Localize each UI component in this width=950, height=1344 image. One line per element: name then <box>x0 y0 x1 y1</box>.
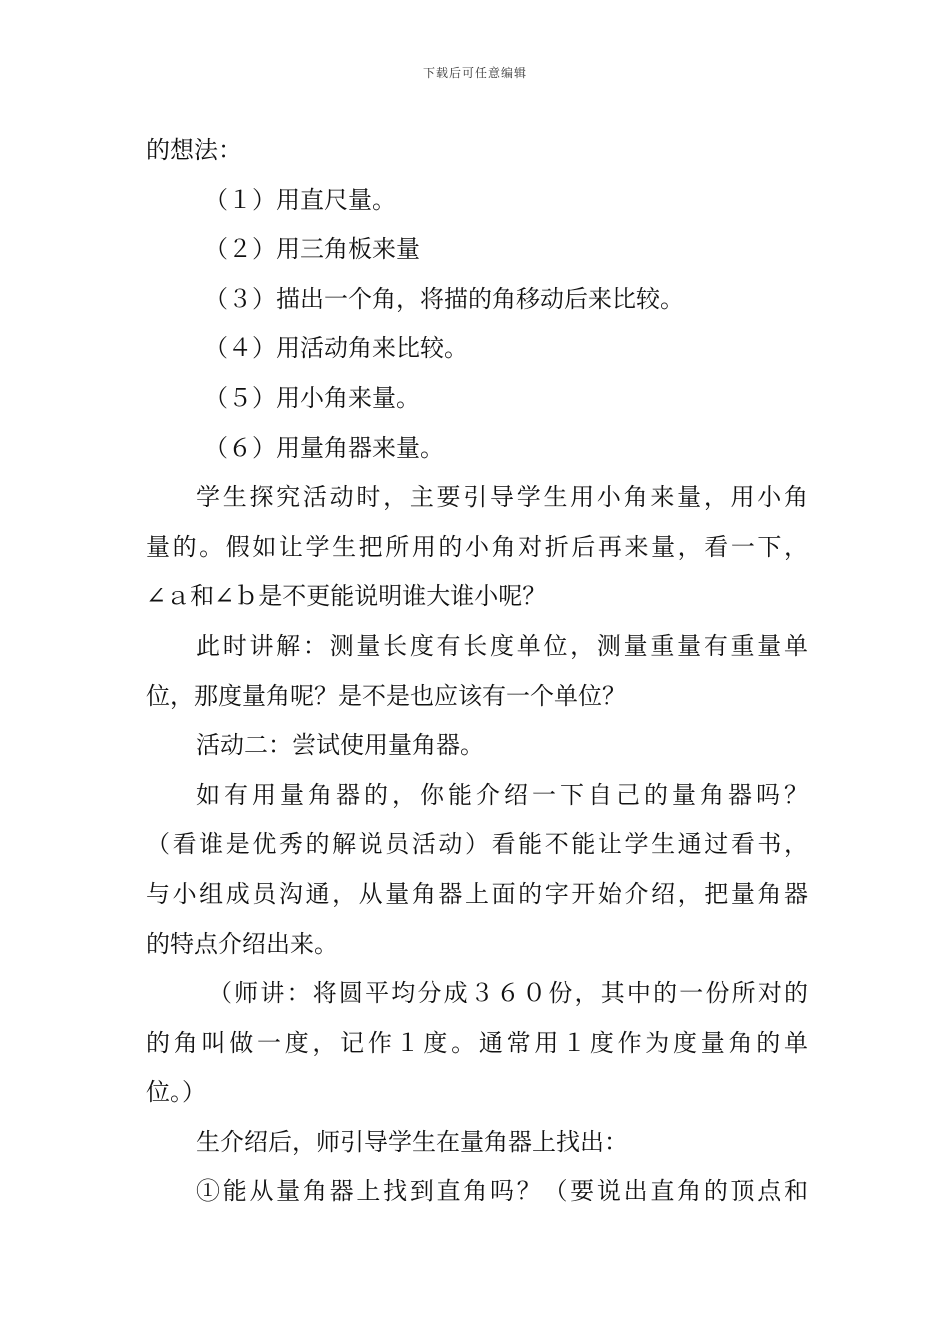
text-line: ①能从量角器上找到直角吗？（要说出直角的顶点和 <box>196 1177 808 1206</box>
text-line: 的想法： <box>146 136 242 164</box>
text-line: 如有用量角器的，你能介绍一下自己的量角器吗？ <box>196 780 808 809</box>
list-item: （１）用直尺量。 <box>204 185 396 214</box>
text-line: 生介绍后，师引导学生在量角器上找出： <box>196 1127 628 1156</box>
text-line: 的特点介绍出来。 <box>146 929 338 958</box>
text-line: 与小组成员沟通，从量角器上面的字开始介绍，把量角器 <box>146 879 808 908</box>
text-line: 的角叫做一度，记作１度。通常用１度作为度量角的单 <box>146 1028 808 1057</box>
text-line: 量的。假如让学生把所用的小角对折后再来量，看一下， <box>146 532 808 561</box>
list-item: （５）用小角来量。 <box>204 383 420 412</box>
list-item: （３）描出一个角，将描的角移动后来比较。 <box>204 284 684 313</box>
list-item: （２）用三角板来量 <box>204 235 420 264</box>
text-line: 位。） <box>146 1078 206 1107</box>
text-line: （看谁是优秀的解说员活动）看能不能让学生通过看书， <box>146 830 808 859</box>
document-body <box>146 126 808 1217</box>
list-item: （４）用活动角来比较。 <box>204 334 468 363</box>
text-line: 此时讲解：测量长度有长度单位，测量重量有重量单 <box>196 631 808 660</box>
text-line: （师讲：将圆平均分成３６０份，其中的一份所对的 <box>208 979 808 1008</box>
page-header: 下载后可任意编辑 <box>422 66 527 80</box>
text-line: 位，那度量角呢？是不是也应该有一个单位？ <box>146 681 626 710</box>
text-line: 活动二：尝试使用量角器。 <box>196 731 484 760</box>
text-line: ∠ａ和∠ｂ是不更能说明谁大谁小呢？ <box>146 582 547 611</box>
text-line: 学生探究活动时，主要引导学生用小角来量，用小角 <box>196 483 808 512</box>
list-item: （６）用量角器来量。 <box>204 433 444 462</box>
